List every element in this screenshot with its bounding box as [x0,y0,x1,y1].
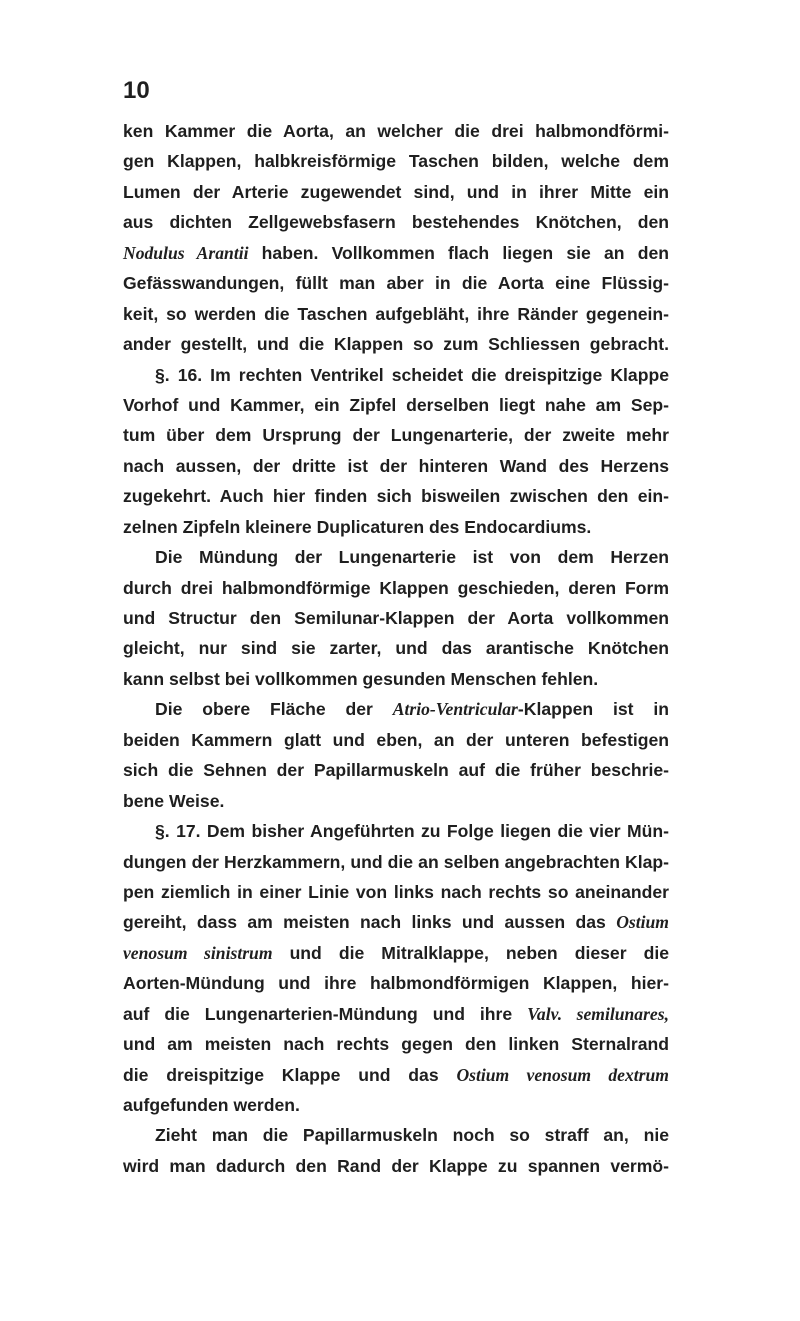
text-segment: aufgefunden werden. [123,1095,300,1115]
text-line [123,481,669,511]
text-segment: tum über dem Ursprung der Lungenarterie, der zweite mehr [123,425,669,446]
text-segment: haben. Vollkommen flach liegen sie an den [248,242,669,263]
text-line [123,999,669,1029]
text-segment: zelnen Zipfeln kleinere Duplicaturen des Endocardiums. [123,516,592,537]
text-segment: kann selbst bei vollkommen gesunden Menschen fehlen. [123,668,599,689]
text-line [123,968,669,998]
text-segment: auf die Lungenarterien-Mündung und ihre [123,1003,528,1024]
italic-text: Nodulus Arantii [123,242,249,263]
text-line [123,177,669,207]
text-line [123,1060,669,1090]
text-line [123,847,669,877]
text-segment: beiden Kammern glatt und eben, an der unteren befestigen [123,729,669,750]
text-segment: und die Mitralklappe, neben dieser die [272,942,670,963]
text-line [123,1151,669,1181]
text-line [123,786,669,816]
italic-text: Ostium venosum dextrum [456,1064,669,1085]
text-line [123,360,669,390]
text-segment: -Klappen ist in [517,699,669,720]
text-line [123,268,669,298]
text-segment: §. 16. Im rechten Ventrikel scheidet die dreispitzige Klappe [155,364,669,385]
text-segment: dungen der Herzkammern, und die an selben angebrachten Klap- [123,851,669,872]
text-segment: Gefässwandungen, füllt man aber in die Aorta eine Flüssig- [123,273,669,294]
text-segment: Zieht man die Papillarmuskeln noch so straff an, nie [155,1125,669,1146]
text-line [123,664,669,694]
text-line [123,512,669,542]
text-segment: nach aussen, der dritte ist der hinteren Wand des Herzens [123,455,669,476]
italic-text: venosum sinistrum [123,942,273,963]
text-line [123,238,669,268]
text-line [123,451,669,481]
text-segment: durch drei halbmondförmige Klappen geschieden, deren Form [123,577,669,598]
text-segment: gen Klappen, halbkreisförmige Taschen bilden, welche dem [123,151,669,172]
text-segment: die dreispitzige Klappe und das [123,1064,457,1085]
text-line [123,420,669,450]
text-line [123,146,669,176]
text-line [123,633,669,663]
text-segment: sich die Sehnen der Papillarmuskeln auf die früher beschrie- [123,760,669,781]
text-segment: wird man dadurch den Rand der Klappe zu spannen vermö- [123,1155,669,1176]
text-line [123,755,669,785]
text-segment: Die obere Fläche der [155,699,393,720]
text-segment: ken Kammer die Aorta, an welcher die drei halbmondförmi- [123,121,669,141]
text-line [123,573,669,603]
text-segment: Aorten-Mündung und ihre halbmondförmigen Klappen, hier- [123,973,669,994]
text-line [123,1120,669,1150]
text-line [123,207,669,237]
text-line [123,116,669,146]
text-segment: Lumen der Arterie zugewendet sind, und in ihrer Mitte ein [123,181,669,202]
text-segment: gereiht, dass am meisten nach links und aussen das [123,912,617,933]
text-segment: zugekehrt. Auch hier finden sich bisweilen zwischen den ein- [123,486,669,507]
body-text [123,116,669,1181]
text-segment: und am meisten nach rechts gegen den linken Sternalrand [123,1034,669,1055]
text-line [123,299,669,329]
italic-text: Ostium [616,912,669,933]
text-segment: bene Weise. [123,790,225,811]
text-line [123,938,669,968]
text-segment: Die Mündung der Lungenarterie ist von dem Herzen [155,547,669,568]
italic-text: Valv. semilunares, [527,1003,669,1024]
text-segment: ander gestellt, und die Klappen so zum Schliessen gebracht. [123,334,669,355]
text-line [123,1029,669,1059]
text-segment: und Structur den Semilunar-Klappen der Aorta vollkommen [123,608,669,628]
text-segment: gleicht, nur sind sie zarter, und das arantische Knötchen [123,638,669,659]
text-line [123,907,669,937]
text-line [123,694,669,724]
text-line [123,329,669,359]
text-line [123,725,669,755]
text-line [123,542,669,572]
text-segment: pen ziemlich in einer Linie von links nach rechts so aneinander [123,881,669,902]
italic-text: Atrio-Ventricular [392,699,518,720]
text-line [123,816,669,846]
text-line [123,877,669,907]
text-segment: §. 17. Dem bisher Angeführten zu Folge liegen die vier Mün- [155,821,669,842]
text-segment: aus dichten Zellgewebsfasern bestehendes Knötchen, den [123,212,669,233]
text-line [123,1090,669,1120]
text-line [123,603,669,633]
text-segment: keit, so werden die Taschen aufgebläht, ihre Ränder gegenein- [123,303,669,324]
text-segment: Vorhof und Kammer, ein Zipfel derselben liegt nahe am Sep- [123,394,669,415]
page-number: 10 [123,77,150,104]
text-line [123,390,669,420]
